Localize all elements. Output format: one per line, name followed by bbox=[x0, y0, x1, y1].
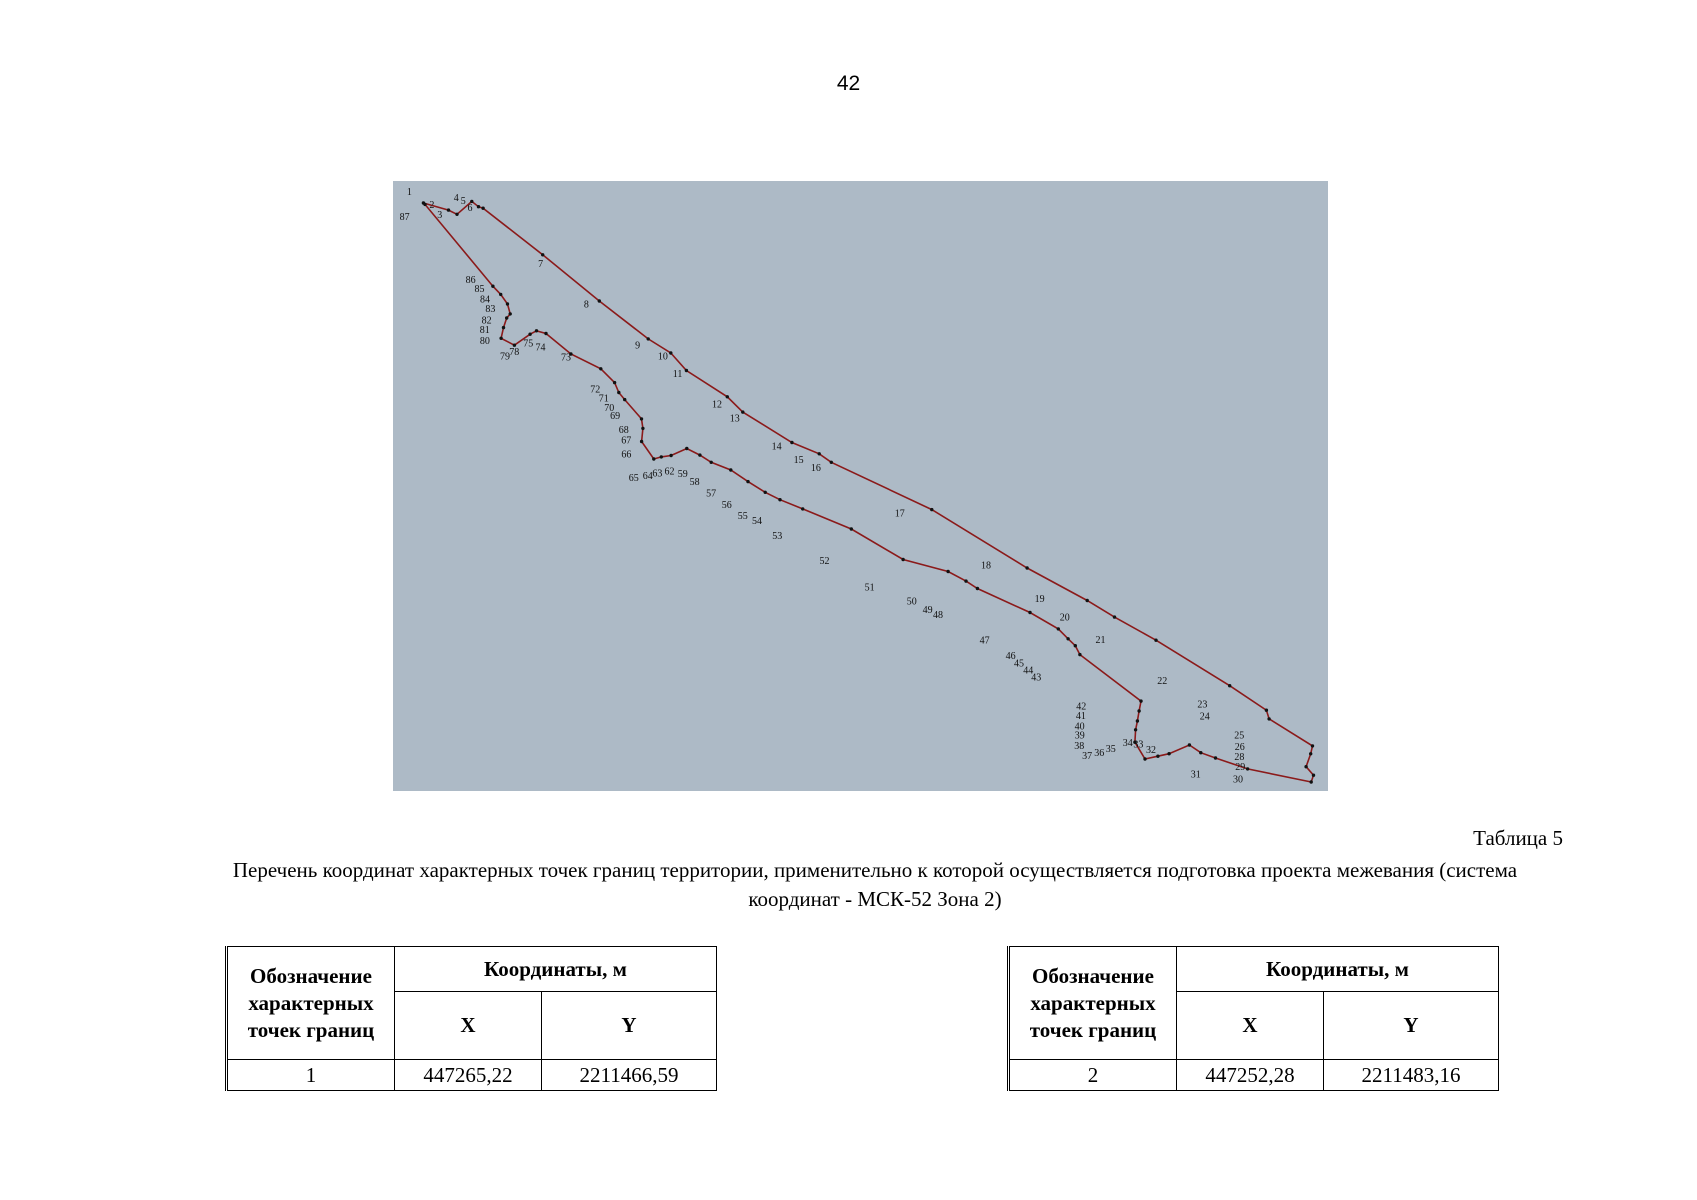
header-designation: Обозначение характерных точек границ bbox=[227, 947, 395, 1060]
boundary-point-68 bbox=[640, 417, 643, 420]
point-label-64: 64 bbox=[642, 471, 653, 483]
point-label-37: 37 bbox=[1082, 751, 1093, 763]
coordinates-table-left bbox=[225, 946, 717, 1091]
boundary-point-6 bbox=[481, 207, 484, 210]
point-label-79: 79 bbox=[500, 351, 510, 363]
boundary-point-48 bbox=[976, 587, 979, 590]
boundary-point-16 bbox=[830, 461, 833, 464]
boundary-point-8 bbox=[598, 299, 601, 302]
boundary-point-50 bbox=[946, 570, 949, 573]
header-coordinates: Координаты, м bbox=[395, 947, 717, 992]
boundary-point-19 bbox=[1086, 599, 1089, 602]
boundary-point-62 bbox=[685, 447, 688, 450]
point-label-22: 22 bbox=[1157, 675, 1168, 687]
boundary-point-26 bbox=[1309, 752, 1312, 755]
cell-point: 1 bbox=[227, 1060, 395, 1091]
boundary-point-81 bbox=[502, 326, 505, 329]
point-label-3: 3 bbox=[437, 209, 443, 221]
boundary-point-9 bbox=[647, 337, 650, 340]
boundary-point-15 bbox=[818, 452, 821, 455]
table-row bbox=[1009, 1060, 1499, 1091]
table-label: Таблица 5 bbox=[1473, 826, 1563, 850]
point-label-10: 10 bbox=[657, 351, 668, 363]
point-label-1: 1 bbox=[406, 187, 412, 199]
point-label-38: 38 bbox=[1074, 740, 1085, 752]
point-label-13: 13 bbox=[729, 413, 740, 425]
point-label-72: 72 bbox=[590, 384, 601, 396]
point-label-39: 39 bbox=[1074, 730, 1085, 742]
point-label-4: 4 bbox=[453, 193, 459, 205]
point-label-81: 81 bbox=[479, 325, 490, 337]
point-label-45: 45 bbox=[1014, 658, 1024, 670]
point-label-15: 15 bbox=[793, 455, 804, 467]
header-x: X bbox=[395, 992, 542, 1060]
boundary-point-2 bbox=[447, 208, 450, 211]
point-label-86: 86 bbox=[465, 274, 476, 286]
boundary-point-66 bbox=[640, 440, 643, 443]
point-label-48: 48 bbox=[933, 609, 943, 621]
point-label-58: 58 bbox=[689, 477, 700, 489]
point-label-44: 44 bbox=[1023, 665, 1034, 677]
point-label-70: 70 bbox=[604, 403, 615, 415]
point-label-23: 23 bbox=[1197, 699, 1208, 711]
coordinates-table-right bbox=[1007, 946, 1499, 1091]
header-y: Y bbox=[1324, 992, 1499, 1060]
boundary-point-51 bbox=[901, 558, 904, 561]
boundary-point-24 bbox=[1267, 717, 1270, 720]
boundary-map bbox=[393, 181, 1328, 791]
header-coordinates: Координаты, м bbox=[1177, 947, 1499, 992]
boundary-point-33 bbox=[1199, 751, 1202, 754]
boundary-point-85 bbox=[499, 293, 502, 296]
boundary-point-49 bbox=[964, 579, 967, 582]
boundary-point-80 bbox=[499, 337, 502, 340]
point-label-19: 19 bbox=[1034, 593, 1045, 605]
point-label-47: 47 bbox=[979, 635, 990, 647]
point-label-29: 29 bbox=[1235, 762, 1246, 773]
point-label-35: 35 bbox=[1105, 743, 1116, 755]
boundary-point-86 bbox=[491, 285, 494, 288]
point-label-49: 49 bbox=[922, 605, 933, 617]
point-label-65: 65 bbox=[628, 472, 639, 484]
boundary-point-46 bbox=[1057, 627, 1060, 630]
point-label-74: 74 bbox=[535, 342, 546, 354]
point-label-87: 87 bbox=[399, 211, 410, 223]
cell-x: 447265,22 bbox=[395, 1060, 542, 1091]
point-label-31: 31 bbox=[1190, 769, 1201, 781]
point-label-25: 25 bbox=[1234, 730, 1245, 742]
cell-point: 2 bbox=[1009, 1060, 1177, 1091]
point-label-26: 26 bbox=[1234, 741, 1245, 753]
boundary-point-43 bbox=[1078, 653, 1081, 656]
point-label-34: 34 bbox=[1122, 737, 1133, 749]
table-row bbox=[227, 1060, 717, 1091]
point-label-7: 7 bbox=[538, 258, 544, 270]
boundary-point-58 bbox=[710, 461, 713, 464]
boundary-point-11 bbox=[685, 369, 688, 372]
point-label-85: 85 bbox=[474, 284, 485, 296]
point-label-52: 52 bbox=[819, 555, 830, 567]
cell-y: 2211483,16 bbox=[1324, 1060, 1499, 1091]
boundary-point-74 bbox=[544, 332, 547, 335]
boundary-point-14 bbox=[790, 441, 793, 444]
boundary-line bbox=[423, 201, 1313, 782]
boundary-point-64 bbox=[660, 455, 663, 458]
point-label-57: 57 bbox=[706, 488, 717, 500]
point-label-40: 40 bbox=[1074, 721, 1085, 733]
point-label-54: 54 bbox=[752, 515, 762, 527]
boundary-point-13 bbox=[741, 410, 744, 413]
boundary-point-71 bbox=[613, 381, 616, 384]
point-label-42: 42 bbox=[1076, 701, 1087, 713]
boundary-point-67 bbox=[641, 427, 644, 430]
table-caption: Перечень координат характерных точек границ территории, применительно к которой осуществляется подготовка проекта межевания (система координат - МСК-52 Зона 2) bbox=[232, 858, 1518, 911]
boundary-point-59 bbox=[698, 453, 701, 456]
point-label-46: 46 bbox=[1005, 650, 1016, 662]
boundary-point-12 bbox=[726, 395, 729, 398]
boundary-point-3 bbox=[455, 213, 458, 216]
header-x: X bbox=[1177, 992, 1324, 1060]
point-label-24: 24 bbox=[1199, 711, 1210, 723]
point-label-9: 9 bbox=[635, 340, 641, 352]
boundary-point-30 bbox=[1310, 780, 1313, 783]
point-label-75: 75 bbox=[523, 338, 534, 350]
boundary-point-70 bbox=[617, 391, 620, 394]
point-label-41: 41 bbox=[1075, 711, 1086, 723]
point-label-12: 12 bbox=[712, 399, 722, 411]
page-number: 42 bbox=[836, 72, 861, 95]
point-label-59: 59 bbox=[677, 468, 688, 480]
point-label-33: 33 bbox=[1133, 739, 1144, 751]
boundary-point-47 bbox=[1028, 611, 1031, 614]
header-y: Y bbox=[542, 992, 717, 1060]
boundary-point-17 bbox=[930, 508, 933, 511]
point-label-5: 5 bbox=[460, 196, 466, 208]
boundary-point-5 bbox=[477, 205, 480, 208]
point-label-80: 80 bbox=[479, 335, 490, 347]
point-label-66: 66 bbox=[621, 449, 632, 461]
boundary-point-75 bbox=[535, 329, 538, 332]
boundary-point-55 bbox=[764, 491, 767, 494]
boundary-point-21 bbox=[1154, 639, 1157, 642]
point-label-51: 51 bbox=[864, 582, 875, 594]
boundary-point-83 bbox=[509, 312, 512, 315]
point-label-6: 6 bbox=[467, 202, 473, 214]
boundary-point-7 bbox=[541, 253, 544, 256]
point-label-56: 56 bbox=[721, 500, 732, 511]
boundary-point-20 bbox=[1113, 615, 1116, 618]
boundary-point-78 bbox=[528, 333, 531, 336]
cell-x: 447252,28 bbox=[1177, 1060, 1324, 1091]
boundary-point-69 bbox=[623, 398, 626, 401]
boundary-point-45 bbox=[1066, 637, 1069, 640]
boundary-point-57 bbox=[729, 468, 732, 471]
point-label-8: 8 bbox=[583, 299, 589, 311]
boundary-point-41 bbox=[1137, 709, 1140, 712]
point-label-11: 11 bbox=[672, 368, 683, 380]
point-label-17: 17 bbox=[894, 508, 905, 520]
boundary-point-35 bbox=[1167, 752, 1170, 755]
point-label-55: 55 bbox=[737, 511, 748, 523]
point-label-18: 18 bbox=[981, 560, 991, 572]
boundary-point-25 bbox=[1311, 744, 1314, 747]
point-label-82: 82 bbox=[481, 315, 492, 327]
boundary-point-39 bbox=[1134, 728, 1137, 731]
point-label-28: 28 bbox=[1234, 752, 1245, 763]
boundary-point-37 bbox=[1143, 757, 1146, 760]
boundary-point-72 bbox=[599, 367, 602, 370]
point-label-62: 62 bbox=[664, 466, 675, 478]
point-label-83: 83 bbox=[485, 304, 496, 316]
point-label-84: 84 bbox=[480, 294, 490, 306]
boundary-point-23 bbox=[1265, 709, 1268, 712]
point-label-2: 2 bbox=[429, 199, 435, 211]
boundary-point-28 bbox=[1304, 765, 1307, 768]
boundary-point-22 bbox=[1228, 684, 1231, 687]
point-label-21: 21 bbox=[1095, 634, 1106, 646]
point-label-71: 71 bbox=[598, 393, 609, 405]
boundary-point-52 bbox=[850, 527, 853, 530]
point-label-50: 50 bbox=[906, 596, 917, 608]
point-label-14: 14 bbox=[771, 441, 782, 453]
boundary-point-18 bbox=[1025, 566, 1028, 569]
point-label-20: 20 bbox=[1059, 612, 1070, 624]
boundary-point-36 bbox=[1156, 755, 1159, 758]
boundary-point-53 bbox=[801, 507, 804, 510]
point-label-69: 69 bbox=[610, 411, 621, 423]
point-label-30: 30 bbox=[1233, 774, 1243, 786]
boundary-point-54 bbox=[778, 498, 781, 501]
boundary-point-82 bbox=[505, 316, 508, 319]
point-label-16: 16 bbox=[810, 462, 821, 474]
boundary-point-65 bbox=[652, 457, 655, 460]
point-label-36: 36 bbox=[1094, 747, 1105, 759]
point-label-78: 78 bbox=[509, 347, 520, 358]
point-label-53: 53 bbox=[772, 530, 783, 542]
header-designation: Обозначение характерных точек границ bbox=[1009, 947, 1177, 1060]
boundary-point-40 bbox=[1136, 719, 1139, 722]
point-label-67: 67 bbox=[621, 435, 632, 447]
boundary-point-10 bbox=[669, 351, 672, 354]
point-label-43: 43 bbox=[1031, 672, 1042, 684]
boundary-point-31 bbox=[1246, 767, 1249, 770]
point-label-68: 68 bbox=[618, 425, 629, 437]
boundary-point-34 bbox=[1188, 743, 1191, 746]
point-label-73: 73 bbox=[561, 352, 571, 364]
boundary-point-42 bbox=[1139, 699, 1142, 702]
boundary-point-84 bbox=[506, 302, 509, 305]
boundary-point-29 bbox=[1312, 774, 1315, 777]
boundary-map-drawing bbox=[393, 181, 1328, 791]
boundary-point-87 bbox=[423, 203, 426, 206]
boundary-point-56 bbox=[746, 480, 749, 483]
boundary-point-63 bbox=[669, 454, 672, 457]
boundary-point-44 bbox=[1074, 644, 1077, 647]
cell-y: 2211466,59 bbox=[542, 1060, 717, 1091]
point-label-63: 63 bbox=[652, 468, 663, 480]
point-label-32: 32 bbox=[1146, 744, 1156, 756]
boundary-point-32 bbox=[1214, 756, 1217, 759]
